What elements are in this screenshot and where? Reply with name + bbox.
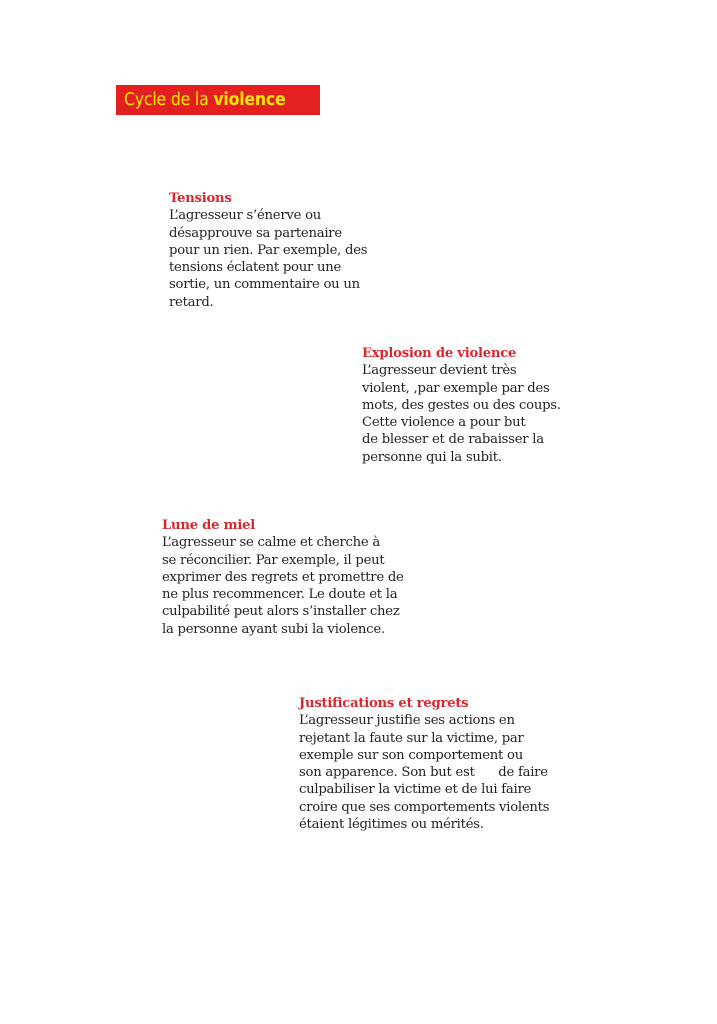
section-heading: Justifications et regrets: [299, 696, 469, 711]
section-text-line: L’agresseur devient très: [362, 363, 517, 379]
section-text-line: L’agresseur s’énerve ou: [169, 208, 322, 224]
page-title-banner: [116, 85, 320, 115]
section-text-line: L’agresseur justifie ses actions en: [299, 713, 515, 729]
section-text-line: exprimer des regrets et promettre de: [162, 569, 404, 585]
section-text-line: sortie, un commentaire ou un: [169, 277, 360, 293]
section-text-line: tensions éclatent pour une: [169, 260, 341, 276]
section-text-line: retard.: [169, 294, 214, 310]
page-title-light: Cycle de la: [124, 90, 214, 110]
section-text-line: exemple sur son comportement ou: [299, 747, 523, 763]
section-text-line: culpabiliser la victime et de lui faire: [299, 782, 532, 798]
section-text-line: pour un rien. Par exemple, des: [169, 242, 368, 258]
section-text-line: étaient légitimes ou mérités.: [299, 817, 484, 833]
section-tensions: [169, 190, 367, 311]
section-text-line: personne qui la subit.: [362, 449, 502, 465]
section-text-line: croire que ses comportements violents: [299, 799, 550, 815]
page-title-bold: violence: [213, 90, 286, 110]
section-heading: Tensions: [169, 191, 232, 206]
section-heading: Lune de miel: [162, 518, 255, 533]
section-heading: Explosion de violence: [362, 346, 517, 361]
section-justifications-et-regrets: [299, 695, 549, 833]
section-text-line: se réconcilier. Par exemple, il peut: [162, 552, 385, 568]
section-text-line: la personne ayant subi la violence.: [162, 621, 385, 637]
section-text-line: Cette violence a pour but: [362, 415, 526, 431]
section-text-line: mots, des gestes ou des coups.: [362, 397, 561, 413]
section-text-line: désapprouve sa partenaire: [169, 225, 342, 241]
section-text-line: culpabilité peut alors s’installer chez: [162, 604, 400, 620]
section-explosion-de-violence: [362, 345, 561, 466]
section-text-line: son apparence. Son but est de faire: [299, 765, 548, 781]
section-text-line: ne plus recommencer. Le doute et la: [162, 587, 398, 603]
section-text-line: rejetant la faute sur la victime, par: [299, 730, 524, 746]
section-lune-de-miel: [162, 517, 404, 638]
section-text-line: L’agresseur se calme et cherche à: [162, 535, 381, 551]
section-text-line: violent, ,par exemple par des: [362, 380, 550, 396]
section-text-line: de blesser et de rabaisser la: [362, 432, 544, 448]
